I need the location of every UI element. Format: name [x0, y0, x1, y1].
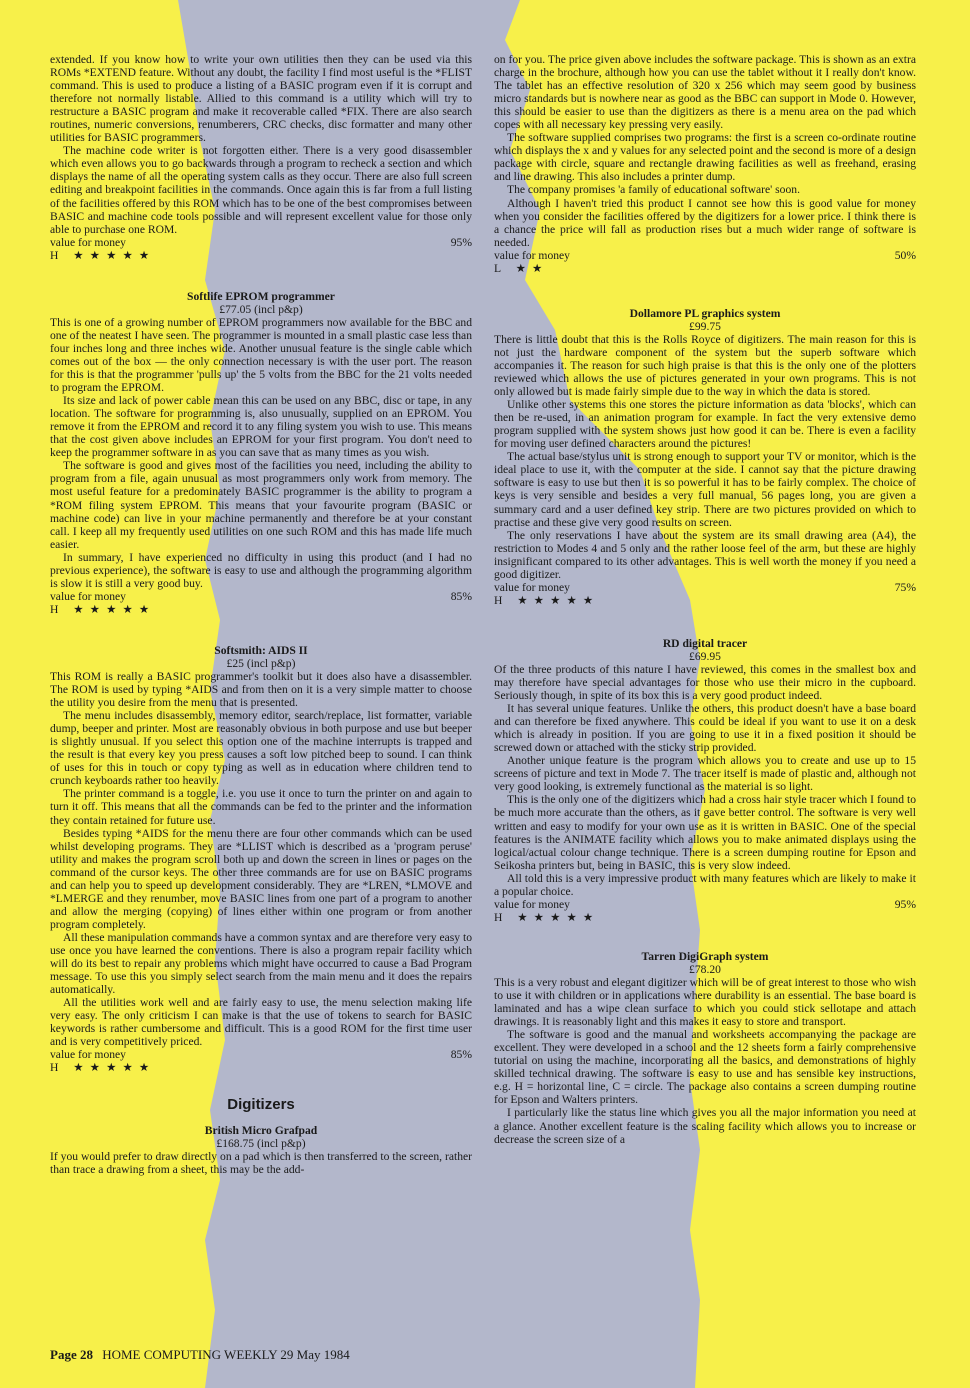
rating-level: H [494, 593, 509, 607]
rating-stars [494, 911, 916, 924]
review-title: Tarren DigiGraph system [641, 949, 769, 963]
review-title: Softsmith: AIDS II [214, 643, 308, 657]
paragraph: Besides typing *AIDS for the menu there are four other commands which can be used whilst developing programs. They are *LLIST which is described as a 'program peruse' utility and makes the program scroll both up and down the screen in lines or pages on the command of the cursor keys. The other three commands are for use on BASIC programs and can help you to speed up development considerably. They are *LREN, *LMOVE and *LMERGE and they renumber, move BASIC lines from one part of a program to another and allow the merging (copying) of lines either within one program or from another program completely. [50, 826, 472, 931]
paragraph: It has several unique features. Unlike the others, this product doesn't have a base board and can therefore be fixed anywhere. This could be ideal if you want to use it on a desk which is already in position. If you are going to use it in a fixed position it should be screwed down or attached with the sticky strip provided. [494, 702, 916, 755]
rating-value: 95% [450, 235, 472, 249]
paragraph: The only reservations I have about the system are its small drawing area (A4), the restriction to Modes 4 and 5 only and the rather loose feel of the arm, but these are highly insignificant compared to its other advantages. This is well worth the money if you need a good digitizer. [494, 528, 916, 581]
rating-line [494, 249, 916, 262]
paragraph: The printer command is a toggle, i.e. you use it once to turn the printer on and again to turn it off. This means that all the commands can be fed to the printer and the information they contain retained for future use. [50, 787, 472, 827]
rating-stars [50, 249, 472, 262]
star-icons: ★★★★★ [517, 910, 600, 924]
paragraph: I particularly like the status line which gives you all the major information you need at a glance. Another excellent feature is the scaling facility which allows you to increase or decrease the screen size of a [494, 1106, 916, 1146]
paragraph: on for you. The price given above includes the software package. This is shown as an extra charge in the brochure, although how you can use the tablet without it I really don't know. The tablet has an effective resolution of 320 x 256 which may seem good by business micro standards but is nowhere near as good as the BBC can support in Mode 0. However, this should be easier to use than the digitizers as there is a menu area on the pad which copes with all necessary key pressing very easily. [494, 53, 916, 132]
rating-line [50, 590, 472, 603]
review-title: Softlife EPROM programmer [187, 289, 335, 303]
paragraph: The menu includes disassembly, memory editor, search/replace, list formatter, variable dump, beeper and printer. Most are reasonably obvious in both purpose and use but beeper is slightly unusual. If you select this option one of the machine interrupts is trapped and the result is that every key you press causes a soft low pitched beep to sound. I can think of uses for this in touch or copy typing as well as in education where children tend to crunch keyboards rather too heavily. [50, 709, 472, 788]
review-price: £77.05 (incl p&p) [219, 302, 303, 316]
paragraph: The software supplied comprises two programs: the first is a screen co-ordinate routine which displays the x and y values for any selected point and the second is more of a design package with circle, square and rectangle drawing facilities as well as freehand, erasing and line drawing. This also includes a printer dump. [494, 131, 916, 184]
rating-line [494, 898, 916, 911]
review-price: £78.20 [689, 962, 721, 976]
section-heading: Digitizers [227, 1096, 295, 1114]
paragraph: In summary, I have experienced no difficulty in using this product (and I had no previous experience), the software is easy to use and although the programming algorithm is slow it is still a very good buy. [50, 550, 472, 590]
right-column [494, 53, 916, 1146]
rating-line [50, 236, 472, 249]
rating-line [494, 581, 916, 594]
rating-level: H [50, 602, 65, 616]
paragraph: There is little doubt that this is the Rolls Royce of digitizers. The main reason for this is not just the hardware component of the system but the superb software which accompanies it. The reason for such high praise is that this is the only one of the plotters reviewed which allows the use of pictures generated in your own programs. This is not only allowed but is made fairly simple due to the way in which the data is stored. [494, 332, 916, 399]
rating-value: 95% [894, 897, 916, 911]
rating-label: value for money [494, 580, 570, 594]
left-column [50, 53, 472, 1176]
star-icons: ★★★★★ [517, 593, 600, 607]
rating-stars [494, 594, 916, 607]
paragraph: All told this is a very impressive product with many features which are likely to make it a popular choice. [494, 871, 916, 898]
paragraph: This is the only one of the digitizers which had a cross hair style tracer which I found to be much more accurate than the others, as it gave better control. The software is very well written and easy to modify for your own use as it is written in BASIC. One of the special features is the ANIMATE facility which allows you to make animated displays using the logical/actual colour change technique. There is a screen dumping routine for Epson and Seikosha printers but, being in BASIC, this is very slow indeed. [494, 793, 916, 872]
paragraph: The software is good and the manual and worksheets accompanying the package are excellent. They were developed in a school and the 12 sheets form a fairly comprehensive tutorial on using the machine, incorporating all the basics, and demonstrations of highly skilled technical drawing. The software is easy to use and has sensible key instructions, e.g. H = horizontal line, C = circle. The package also contains a screen dumping routine for Epson and Walters printers. [494, 1028, 916, 1107]
rating-label: value for money [494, 897, 570, 911]
review-price: £99.75 [689, 319, 721, 333]
rating-value: 50% [894, 248, 916, 262]
rating-label: value for money [494, 248, 570, 262]
review-title: Dollamore PL graphics system [629, 306, 781, 320]
paragraph: If you would prefer to draw directly on a pad which is then transferred to the screen, rather than trace a drawing from a sheet, this may be the add- [50, 1149, 472, 1176]
star-icons: ★★★★★ [73, 602, 156, 616]
paragraph: This ROM is really a BASIC programmer's toolkit but it does also have a disassembler. The ROM is used by typing *AIDS and from then on it is a very simple matter to choose the utility you desire from the menu that is presented. [50, 670, 472, 710]
star-icons: ★★ [515, 261, 549, 275]
rating-stars [494, 262, 916, 275]
rating-level: H [50, 1061, 65, 1075]
rating-line [50, 1048, 472, 1061]
rating-stars [50, 603, 472, 616]
page-footer [50, 1347, 350, 1363]
paragraph: Its size and lack of power cable mean this can be used on any BBC, disc or tape, in any location. The software for programming is, also unusually, supplied on an EPROM. You remove it from the EPROM and record it to any filing system you wish to use. This means that the cost given above includes an EPROM for your first program. You don't need to keep the programmer software in as you can save that as many times as you wish. [50, 394, 472, 460]
paragraph: The company promises 'a family of educational software' soon. [507, 183, 800, 197]
rating-value: 75% [894, 580, 916, 594]
paragraph: This is a very robust and elegant digitizer which will be of great interest to those who wish to use it with children or in applications where durability is an essential. The base board is laminated and has a wipe clean surface to which you could stick sellotape and attach drawings. It is reasonably light and this makes it easy to store and transport. [494, 976, 916, 1029]
paragraph: The software is good and gives most of the facilities you need, including the ability to program from a file, again unusual as most programmers only work from memory. The most useful feature for a predominately BASIC programmer is the ability to program a *ROM filing system EPROM. This means that your favourite program (BASIC or machine code) can live in your machine permanently and therefore be at your constant call. I keep all my frequently used utilities on one such ROM and this has made life much easier. [50, 459, 472, 551]
rating-label: value for money [50, 235, 126, 249]
review-title: British Micro Grafpad [204, 1123, 318, 1137]
star-icons: ★★★★★ [73, 1061, 156, 1075]
rating-level: H [494, 910, 509, 924]
rating-value: 85% [450, 1048, 472, 1062]
paragraph: Although I haven't tried this product I cannot see how this is good value for money when you consider the facilities offered by the digitizers for a lower price. I think there is a chance the price will fall as production rises but a much wider range of software is needed. [494, 196, 916, 249]
paragraph: Unlike other systems this one stores the picture information as data 'blocks', which can then be re-used, in an animation program for example. In fact the very extensive demo program supplied with the system shows just how good it can be. There is even a facility for moving user defined characters around the pictures! [494, 398, 916, 451]
rating-level: L [494, 261, 507, 275]
review-price: £168.75 (incl p&p) [216, 1136, 306, 1150]
paragraph: Of the three products of this nature I have reviewed, this comes in the smallest box and may therefore have special advantages for those who use their micro in the cupboard. Seriously though, in spite of its box this is a very good product indeed. [494, 662, 916, 703]
masthead: HOME COMPUTING WEEKLY 29 May 1984 [102, 1347, 350, 1362]
paragraph: The machine code writer is not forgotten either. There is a very good disassembler which even allows you to go backwards through a program to recheck a section and which displays the name of all the operating system calls as they occur. There are also full screen editing and breakpoint facilities in the commands. Once again this is far from a full listing of the facilities offered by this ROM which has to be one of the best compromises between BASIC and machine code tools possible and will represent excellent value for those only able to purchase one ROM. [50, 144, 472, 236]
rating-label: value for money [50, 1048, 126, 1062]
rating-value: 85% [450, 589, 472, 603]
paragraph: The actual base/stylus unit is strong enough to support your TV or monitor, which is the ideal place to use it, with the computer at the side. I cannot say that the picture drawing software is easy to use but then it is so powerful it has to be fairly complex. The choice of keys is very sensible and besides a very full manual, 56 pages long, you are given a summary card and a user defined key strip. There are two pictures provided on which to practise and these give very good results on screen. [494, 450, 916, 529]
paragraph: All the utilities work well and are fairly easy to use, the menu selection making life very easy. The only criticism I can make is that the use of tokens to search for BASIC keywords is rather cumbersome and difficult. This is a good ROM for the first time user and is very competitively priced. [50, 996, 472, 1049]
review-price: £25 (incl p&p) [226, 656, 296, 670]
review-title: RD digital tracer [662, 636, 748, 650]
rating-stars [50, 1061, 472, 1074]
paragraph: Another unique feature is the program which allows you to create and use up to 15 screens of picture and text in Mode 7. The tracer itself is made of plastic and, although not very good looking, is extremely functional as the material is so light. [494, 754, 916, 794]
rating-label: value for money [50, 589, 126, 603]
paragraph: All these manipulation commands have a common syntax and are therefore very easy to use once you have learned the conventions. There is also a program repair facility which will do its best to repair any problems which might have occurred to cause a Bad Program message. To use this you simply select search from the main menu and it does the repairs automatically. [50, 930, 472, 997]
page-number: Page 28 [50, 1347, 93, 1362]
paragraph: This is one of a growing number of EPROM programmers now available for the BBC and one of the neatest I have seen. The programmer is mounted in a small plastic case less than four inches long and three inches wide. Another unusual feature is the single cable which comes out of the box — the only connection necessary is with the user port. The reason for this is that the programmer 'pulls up' the 5 volts from the BBC for the 21 volts needed to program the EPROM. [50, 315, 472, 395]
rating-level: H [50, 248, 65, 262]
star-icons: ★★★★★ [73, 248, 156, 262]
review-price: £69.95 [689, 649, 721, 663]
intro-text [50, 53, 472, 236]
paragraph: extended. If you know how to write your own utilities then they can be used via this ROMs *EXTEND feature. Without any doubt, the facility I find most useful is the *FLIST command. This is used to produce a listing of a BASIC program even if it is corrupt and therefore not normally listable. Allied to this command is a utility which will try to restructure a BASIC program and make it recoverable called *FIX. There are also search routines, numeric conversions, renumberers, CRC checks, disc formatter and many other utilities for BASIC programmers. [50, 53, 472, 145]
